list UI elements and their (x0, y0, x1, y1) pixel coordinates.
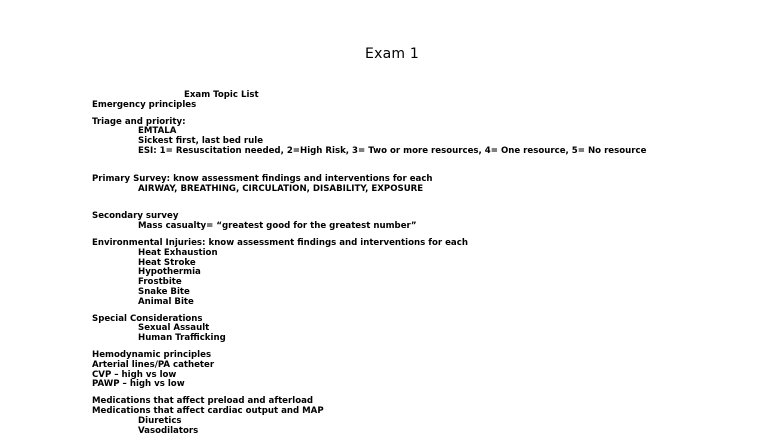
section-heading-hemodynamic: Hemodynamic principles (92, 349, 212, 360)
section-heading-cardiac-output: Medications that affect cardiac output and MAP (92, 405, 324, 416)
topic-list-heading: Exam Topic List (184, 90, 259, 100)
list-item: AIRWAY, BREATHING, CIRCULATION, DISABILITY, EXPOSURE (138, 183, 424, 194)
list-item: EMTALA (138, 126, 177, 137)
section-heading-secondary-survey: Secondary survey (92, 211, 179, 222)
section-heading-environmental: Environmental Injuries: know assessment findings and interventions for each (92, 237, 468, 248)
section-heading-pawp: PAWP – high vs low (92, 379, 185, 390)
slide-body (92, 91, 772, 436)
list-item: Human Trafficking (138, 333, 226, 344)
list-item: Diuretics (138, 415, 182, 426)
section-heading-special: Special Considerations (92, 313, 203, 324)
list-item: Sexual Assault (138, 323, 210, 334)
section-heading-triage: Triage and priority: (92, 116, 186, 127)
slide-title: Exam 1 (365, 46, 419, 62)
list-item: Hypothermia (138, 267, 201, 278)
list-item: Mass casualty= “greatest good for the greatest number” (138, 221, 417, 232)
list-item: Animal Bite (138, 296, 194, 307)
list-item: Heat Exhaustion (138, 247, 218, 258)
list-item: Heat Stroke (138, 257, 196, 268)
list-item: Frostbite (138, 277, 182, 288)
section-heading-emergency: Emergency principles (92, 99, 197, 110)
section-heading-preload-afterload: Medications that affect preload and afterload (92, 396, 314, 407)
section-heading-arterial-lines: Arterial lines/PA catheter (92, 359, 215, 370)
section-heading-cvp: CVP – high vs low (92, 369, 177, 380)
list-item: ESI: 1= Resuscitation needed, 2=High Risk, 3= Two or more resources, 4= One resource, 5= No resource (138, 145, 647, 156)
section-heading-primary-survey: Primary Survey: know assessment findings and interventions for each (92, 173, 433, 184)
list-item: Snake Bite (138, 286, 190, 297)
list-item: Sickest first, last bed rule (138, 136, 264, 147)
list-item: Vasodilators (138, 425, 199, 436)
